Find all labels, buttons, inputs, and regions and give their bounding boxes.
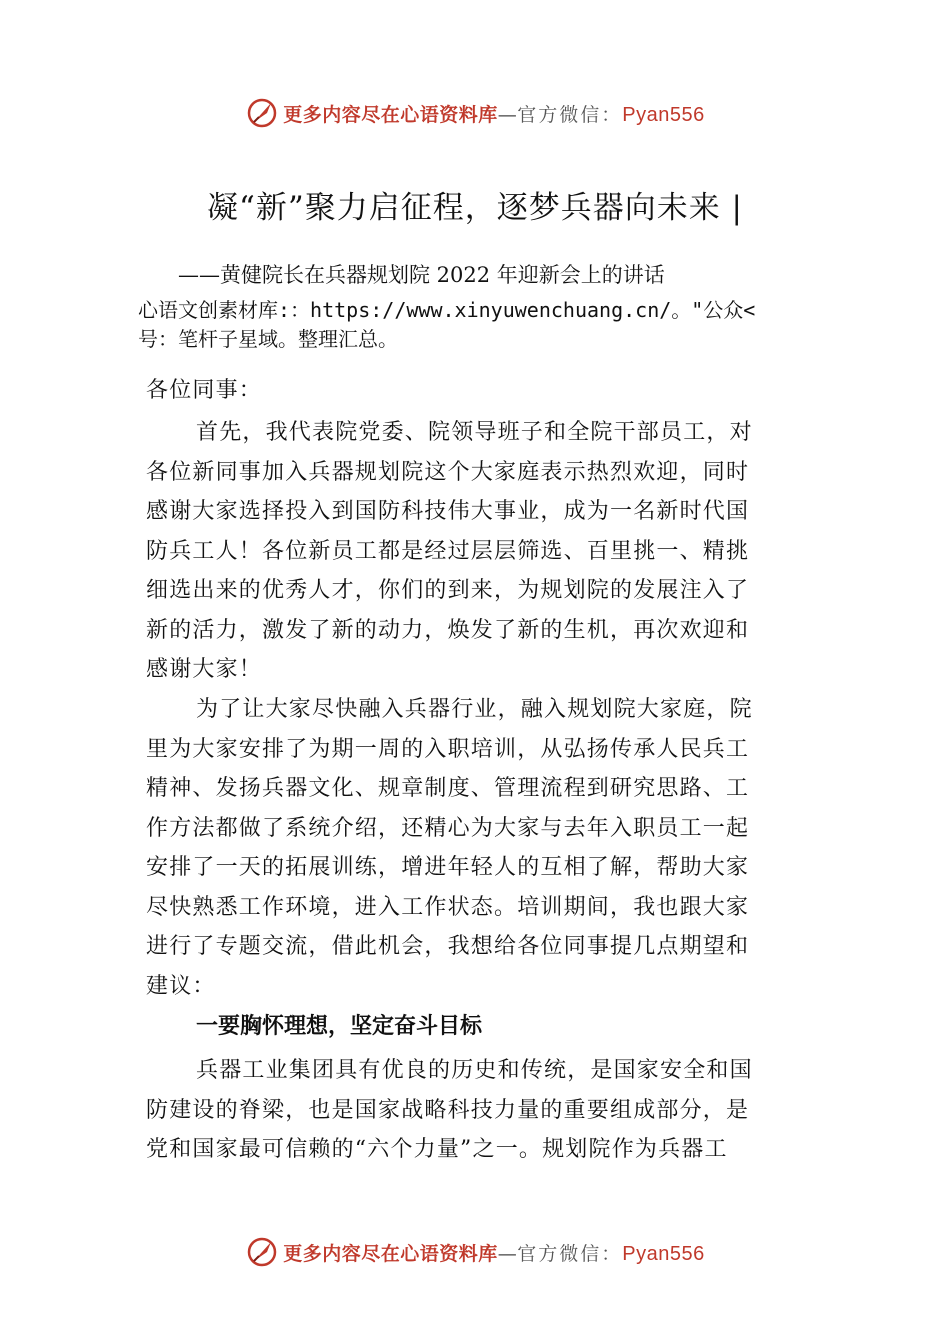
footer-banner xyxy=(0,1232,950,1272)
paragraph-line: 尽快熟悉工作环境，进入工作状态。培训期间，我也跟大家 xyxy=(146,895,750,920)
paragraph-line: 防建设的脊梁，也是国家战略科技力量的重要组成部分，是 xyxy=(146,1098,750,1123)
banner-text xyxy=(283,100,705,127)
paragraph-line: 党和国家最可信赖的“六个力量”之一。规划院作为兵器工 xyxy=(146,1137,728,1162)
banner-text xyxy=(283,1239,705,1266)
paragraph-line: 各位新同事加入兵器规划院这个大家庭表示热烈欢迎，同时 xyxy=(146,460,750,485)
paragraph-line: 防兵工人！各位新员工都是经过层层筛选、百里挑一、精挑 xyxy=(146,539,750,564)
source-line-1: 心语文创素材库:：https://www.xinyuwenchuang.cn/。"公众< xyxy=(138,298,756,322)
banner-wechat-id: Pyan556 xyxy=(622,103,705,126)
banner-main-text: 更多内容尽在心语资料库 xyxy=(283,103,498,126)
section-heading: 一要胸怀理想，坚定奋斗目标 xyxy=(196,1014,483,1039)
paragraph-line: 细选出来的优秀人才，你们的到来，为规划院的发展注入了 xyxy=(146,578,750,603)
document-subtitle: ——黄健院长在兵器规划院 2022 年迎新会上的讲话 xyxy=(178,263,665,287)
header-banner xyxy=(0,93,950,133)
banner-dash: — xyxy=(497,1242,518,1265)
quill-circle-icon xyxy=(245,96,279,130)
paragraph-line: 感谢大家选择投入到国防科技伟大事业，成为一名新时代国 xyxy=(146,499,750,524)
paragraph-line: 精神、发扬兵器文化、规章制度、管理流程到研究思路、工 xyxy=(146,776,750,801)
paragraph-line: 感谢大家！ xyxy=(146,657,263,682)
paragraph-line: 建议： xyxy=(146,974,216,999)
paragraph-line: 里为大家安排了为期一周的入职培训，从弘扬传承人民兵工 xyxy=(146,737,750,762)
document-title: 凝“新”聚力启征程，逐梦兵器向未来 | xyxy=(207,190,743,226)
paragraph-line: 新的活力，激发了新的动力，焕发了新的生机，再次欢迎和 xyxy=(146,618,750,643)
banner-dash: — xyxy=(497,103,518,126)
source-line-2: 号：笔杆子星域。整理汇总。 xyxy=(138,327,398,351)
paragraph-line: 作方法都做了系统介绍，还精心为大家与去年入职员工一起 xyxy=(146,816,750,841)
salutation: 各位同事： xyxy=(146,378,263,403)
quill-circle-icon xyxy=(245,1235,279,1269)
banner-wechat-label: 官方微信： xyxy=(517,103,623,126)
paragraph-line: 为了让大家尽快融入兵器行业，融入规划院大家庭，院 xyxy=(196,697,753,722)
paragraph-line: 兵器工业集团具有优良的历史和传统，是国家安全和国 xyxy=(196,1058,753,1083)
paragraph-line: 安排了一天的拓展训练，增进年轻人的互相了解，帮助大家 xyxy=(146,855,750,880)
paragraph-line: 进行了专题交流，借此机会，我想给各位同事提几点期望和 xyxy=(146,934,750,959)
paragraph-line: 首先，我代表院党委、院领导班子和全院干部员工，对 xyxy=(196,420,753,445)
banner-main-text: 更多内容尽在心语资料库 xyxy=(283,1242,498,1265)
banner-wechat-id: Pyan556 xyxy=(622,1242,705,1265)
banner-wechat-label: 官方微信： xyxy=(517,1242,623,1265)
